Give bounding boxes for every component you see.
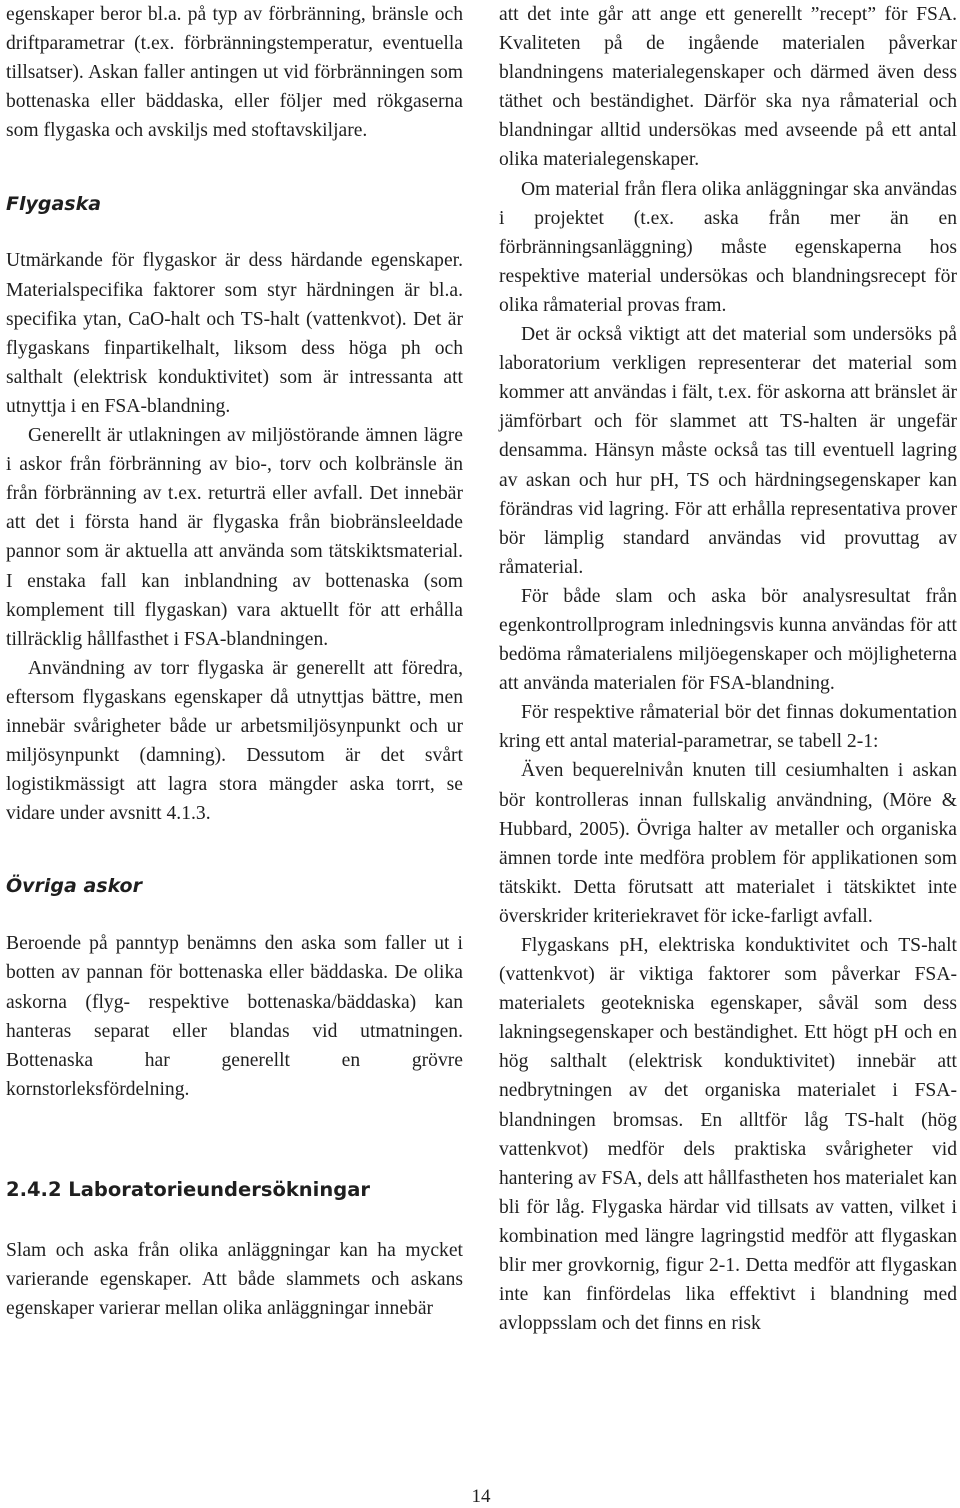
paragraph-egenkontroll: För både slam och aska bör analysresultat från egenkontrollprogram inledningsvis kunna användas för att bedöma råmaterialens miljöegenskaper och möjligheterna att använda materialen för FSA-blandning. [499, 585, 957, 695]
paragraph-lab-continued: att det inte går att ange ett generellt ”recept” för FSA. Kvaliteten på de ingående materialen påverkar blandningens materialegenskaper och därmed även dess täthet och beständighet. Därför ska nya råmaterial och blandningar alltid undersökas med avseende på ett antal olika materialegenskaper. [499, 4, 957, 171]
heading-flygaska: Flygaska [6, 193, 102, 216]
heading-ovriga-askor: Övriga askor [6, 875, 142, 898]
paragraph-flygaska-1: Utmärkande för flygaskor är dess härdande egenskaper. Materialspecifika faktorer som styr härdningen är bl.a. specifika ytan, CaO-halt och TS-halt (vattenkvot). Det är flygaskans finpartikelhalt, liksom dess höga ph och salthalt (elektrisk konduktivitet) som är intressanta att utnyttja i en FSA-blandning. [6, 250, 463, 417]
paragraph-viktigt: Det är också viktigt att det material som undersöks på laboratorium verkligen representerar det material som kommer att användas i fält, t.ex. för askorna att bränslet är jämförbart och för slammet att TS-halten är ungefär densamma. Hänsyn måste också tas till eventuell lagring av askan och hur pH, TS och härdningsegenskaper kan förändras vid lagring. För att erhålla representativa prover bör lämplig standard användas vid provuttag av råmaterial. [499, 324, 957, 578]
paragraph-intro-continued: egenskaper beror bl.a. på typ av förbränning, bränsle och driftparametrar (t.ex. förbränningstemperatur, eventuella tillsatser). Askan faller antingen ut vid förbränningen som bottenaska eller bäddaska, eller följer med rökgaserna som flygaska och avskiljs med stoftavskiljare. [6, 4, 463, 142]
paragraph-flygaska-2: Generellt är utlakningen av miljöstörande ämnen lägre i askor från förbränning av bio-, torv och kolbränsle än från förbränning av t.ex. returträ eller avfall. Det innebär att det i första hand är flygaska från biobränsleeldade pannor som är aktuella att använda som tätskiktsmaterial. I enstaka fall kan inblandning av bottenaska (som komplement till flygaskan) vara aktuellt för att erhålla tillräcklig hållfasthet i FSA-blandningen. [6, 425, 463, 650]
section-heading-laboratorieundersokningar: 2.4.2 Laboratorieundersökningar [6, 1177, 370, 1201]
paragraph-cesium: Även bequerelnivån knuten till cesiumhalten i askan bör kontrolleras innan fullskalig användning, (Möre & Hubbard, 2005). Övriga halter av metaller och organiska ämnen torde inte medföra problem för applikationen som tätskikt. Detta förutsatt att materialet i tätskiktet inte överskrider kriteriekravet för icke-farligt avfall. [499, 760, 957, 927]
paragraph-laboratorieundersokningar: Slam och aska från olika anläggningar kan ha mycket varierande egenskaper. Att både slammets och askans egenskaper varierar mellan olika anläggningar innebär [6, 1239, 463, 1320]
paragraph-dokumentation: För respektive råmaterial bör det finnas dokumentation kring ett antal material-parametrar, se tabell 2-1: [499, 702, 957, 753]
right-column [499, 0, 957, 1338]
paragraph-ph-konduktivitet: Flygaskans pH, elektriska konduktivitet och TS-halt (vattenkvot) är viktiga faktorer som påverkar FSA-materialets geotekniska egenskaper, såväl som dess lakningsegenskaper och beständighet. Ett högt pH och en hög salthalt (elektrisk konduktivitet) innebär att nedbrytningen av det organiska materialet i FSA-blandningen bromsas. En alltför låg TS-halt (hög vattenkvot) medför dels praktiska svårigheter vid hantering av FSA, dels att hållfastheten hos materialet kan bli för låg. Flygaska härdar vid tillsats av vatten, vilket i kombination med längre lagringstid medför att flygaskan blir mer grovkornig, figur 2-1. Detta medför att flygaskan inte kan finfördelas lika effektivt i blandning med avloppsslam och det finns en risk [499, 935, 957, 1335]
paragraph-flera-anlaggningar: Om material från flera olika anläggningar ska användas i projektet (t.ex. aska från mer än en förbränningsanläggning) måste egenskaperna hos respektive material undersökas och blandningsrecept för olika råmaterial provas fram. [499, 178, 957, 316]
left-column [6, 0, 463, 1323]
paragraph-flygaska-3: Användning av torr flygaska är generellt att föredra, eftersom flygaskans egenskaper då utnyttjas bättre, men innebär svårigheter både ur arbetsmiljösynpunkt och ur miljösynpunkt (damning). Dessutom är det svårt logistikmässigt att lagra stora mängder aska torrt, se vidare under avsnitt 4.1.3. [6, 657, 463, 825]
page-number: 14 [471, 1486, 491, 1507]
paragraph-ovriga-askor: Beroende på panntyp benämns den aska som faller ut i botten av pannan för bottenaska eller bäddaska. De olika askorna (flyg- respektive bottenaska/bäddaska) kan hanteras separat eller blandas vid utmatningen. Bottenaska har generellt en grövre kornstorleksfördelning. [6, 933, 463, 1100]
